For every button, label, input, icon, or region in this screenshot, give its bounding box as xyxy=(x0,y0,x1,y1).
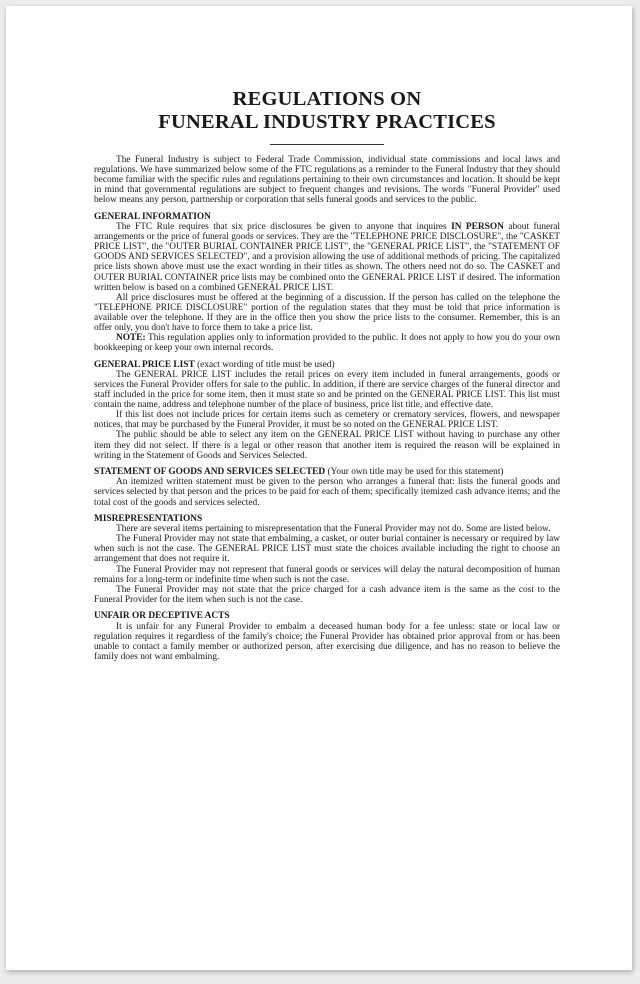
intro-paragraph: The Funeral Industry is subject to Federal Trade Commission, individual state commissions and local laws and regulations. We have summarized below some of the FTC regulations as a reminder to the Funeral Industry that they should become familiar with the specific rules and regulations pertaining to their own circumstances and location. It should be kept in mind that governmental regulations are subject to frequent changes and revisions. The words "Funeral Provider" used below means any person, partnership or corporation that sells funeral goods and services to the public. xyxy=(94,155,560,206)
document-content xyxy=(94,88,560,662)
section-heading: UNFAIR OR DECEPTIVE ACTS xyxy=(94,611,230,622)
document-title xyxy=(94,88,560,134)
gpl-paragraph-3: The public should be able to select any item on the GENERAL PRICE LIST without having to purchase any other item they did not select. If there is a legal or other reason that another item is required the reason will be explained in writing in the Statement of Goods and Services Selected. xyxy=(94,430,560,461)
section-unfair-acts xyxy=(94,611,560,661)
section-heading: GENERAL PRICE LIST xyxy=(94,359,195,370)
document-page xyxy=(6,6,632,970)
statement-paragraph-1: An itemized written statement must be given to the person who arranges a funeral that: lists the funeral goods and services selected by that person and the prices to be paid for each of them; specifically itemized cash advance items; and the total cost of the goods and services selected. xyxy=(94,477,560,508)
section-heading: MISREPRESENTATIONS xyxy=(94,514,203,525)
title-divider xyxy=(270,144,384,147)
misrep-paragraph-4: The Funeral Provider may not state that the price charged for a cash advance item is the same as the cost to the Funeral Provider for the item when such is not the case. xyxy=(94,584,560,605)
text-run: The FTC Rule requires that six price disclosures be given to anyone that inquires xyxy=(116,222,452,233)
unfair-paragraph-1: It is unfair for any Funeral Provider to embalm a deceased human body for a fee unless: state or local law or regulation requires it regardless of the family's choice; the Funeral Provider has obtained prior approval from or has been unable to contact a family member or authorized person, after exercising due diligence, and has no reason to believe the family does not want embalming. xyxy=(94,621,560,662)
note-text: This regulation applies only to information provided to the public. It does not apply to how you do your own bookkeeping or keep your own internal records. xyxy=(94,333,560,354)
statement-heading-line xyxy=(94,467,560,477)
title-line-1: REGULATIONS ON xyxy=(232,88,422,110)
gpl-heading-line xyxy=(94,360,560,370)
text-run: about funeral arrangements or the price of funeral goods or services. They are the "TELEPHONE PRICE DISCLOSURE", the "CASKET PRICE LIST", the "OUTER BURIAL CONTAINER PRICE LIST", the "GENERAL PRICE LIST", the "STATEMENT OF GOODS AND SERVICES SELECTED", and a provision allowing the use of additional methods of pricing. The capitalized price lists shown above must use the exact wording in their titles as shown. The others need not do so. The CASKET and OUTER BURIAL CONTAINER price lists may be combined onto the GENERAL PRICE LIST if desired. The information written below is based on a combined GENERAL PRICE LIST. xyxy=(94,222,561,293)
section-misrepresentations xyxy=(94,514,560,605)
general-info-paragraph-1 xyxy=(94,222,560,293)
title-line-2: FUNERAL INDUSTRY PRACTICES xyxy=(158,111,496,133)
emphasis-in-person: IN PERSON xyxy=(451,222,504,233)
section-heading: STATEMENT OF GOODS AND SERVICES SELECTED xyxy=(94,467,326,478)
misrep-paragraph-2: The Funeral Provider may not state that embalming, a casket, or outer burial container is necessary or required by law when such is not the case. The GENERAL PRICE LIST must state the choices available including the right to choose an arrangement that does not require it. xyxy=(94,534,560,565)
misrep-paragraph-1: There are several items pertaining to misrepresentation that the Funeral Provider may not do. Some are listed below. xyxy=(116,524,551,535)
section-subtitle: (Your own title may be used for this statement) xyxy=(325,467,504,478)
section-heading: GENERAL INFORMATION xyxy=(94,211,211,222)
general-info-paragraph-2: All price disclosures must be offered at the beginning of a discussion. If the person has called on the telephone the "TELEPHONE PRICE DISCLOSURE" portion of the regulation states that they must be told that price information is available over the telephone. If they are in the office then you show the price lists to the consumer. Remember, this is an offer only, you don't have to force them to take a price list. xyxy=(94,292,560,333)
section-general-price-list xyxy=(94,360,560,461)
general-info-note xyxy=(94,333,560,353)
misrep-paragraph-3: The Funeral Provider may not represent that funeral goods or services will delay the natural decomposition of human remains for a long-term or indefinite time when such is not the case. xyxy=(94,564,560,585)
section-statement-of-goods xyxy=(94,467,560,507)
section-subtitle: (exact wording of title must be used) xyxy=(194,359,335,370)
gpl-paragraph-1: The GENERAL PRICE LIST includes the retail prices on every item included in funeral arrangements, goods or services the Funeral Provider offers for sale to the public. In addition, if there are service charges of the funeral director and staff included in the price for some item, then it must state so and be printed on the GENERAL PRICE LIST. This list must contain the name, address and telephone number of the place of business, price list title, and effective date. xyxy=(94,369,560,411)
note-label: NOTE: xyxy=(116,333,146,344)
section-general-information xyxy=(94,212,560,353)
gpl-paragraph-2: If this list does not include prices for certain items such as cemetery or crematory services, flowers, and newspaper notices, that may be purchased by the Funeral Provider, it must be so noted on the GENERAL PRICE LIST. xyxy=(94,410,560,431)
